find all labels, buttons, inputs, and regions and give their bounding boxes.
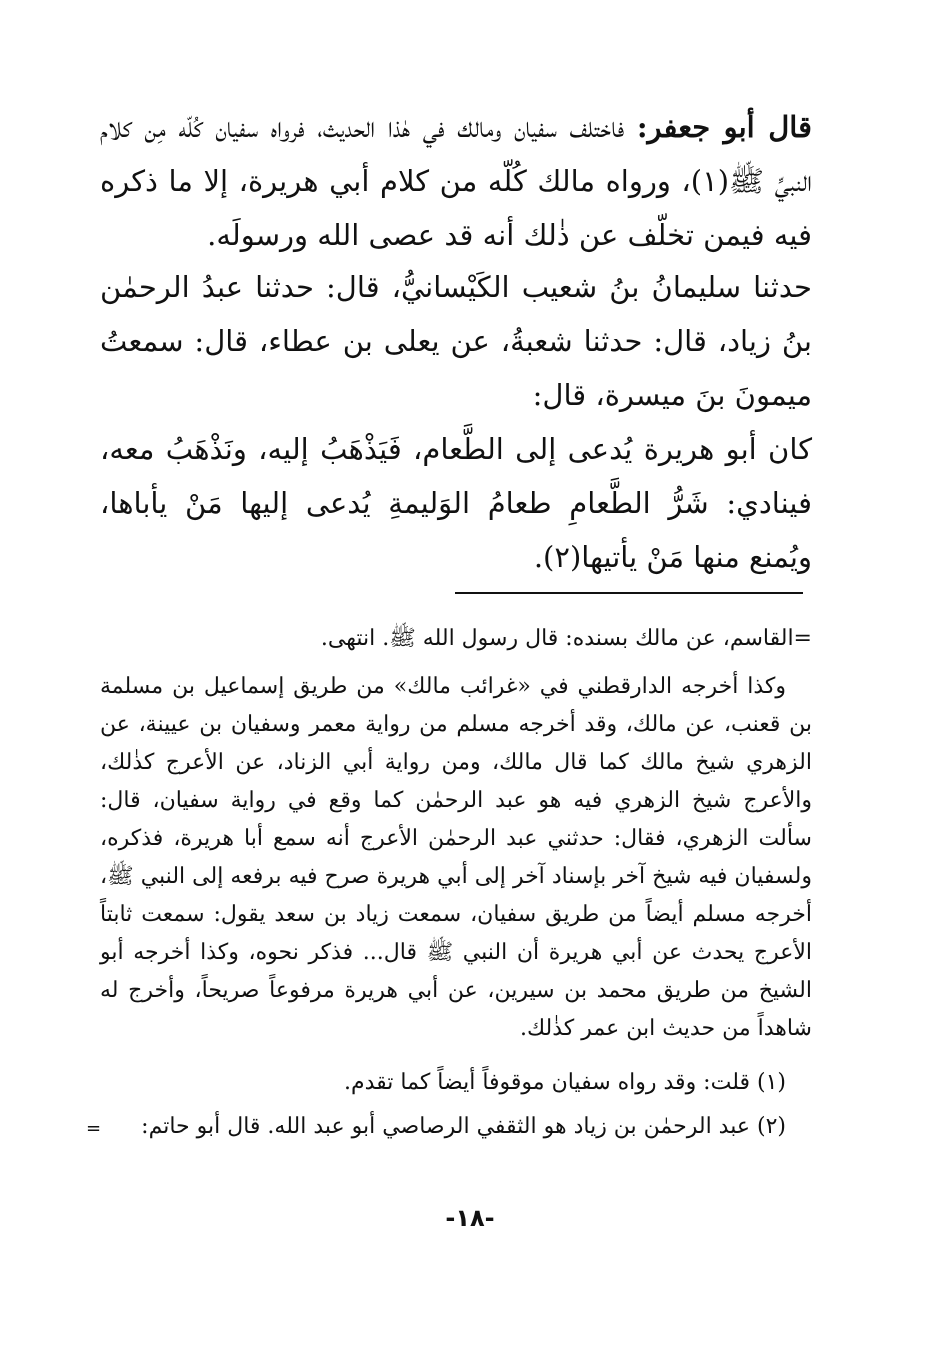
paragraph-1-text: فاختلف سفيان ومالك في هٰذا الحديث، فرواه سفيان كُلّه مِن كلام النبيِّ ﷺ(١)، ورواه مالك كُلّه من كلام أبي هريرة، إلا ما ذكره فيه فيمن تخلّف عن ذٰلك أنه قد عصى الله ورسولَه. [100,110,812,252]
footnote-1: (١) قلت: وقد رواه سفيان موقوفاً أيضاً كما تقدم. [344,1070,786,1095]
footnote-continue-mark: = [86,1118,102,1139]
main-paragraph-3: كان أبو هريرة يُدعى إلى الطَّعام، فَيَذْهَبُ إليه، ونَذْهَبُ معه، فينادي: شَرُّ الطَّعامِ طعامُ الوَليمةِ يُدعى إليها مَنْ يأباها، ويُمنع منها مَنْ يأتيها(٢). [100,432,812,574]
paragraph-lead-heading: قال أبو جعفر: [636,110,812,144]
footnote-body: وكذا أخرجه الدارقطني في «غرائب مالك» من طريق إسماعيل بن مسلمة بن قعنب، عن مالك، وقد أخرجه مسلم من رواية معمر وسفيان بن عيينة، عن الزهري شيخ مالك كما قال مالك، ومن رواية أبي الزناد، عن الأعرج كذٰلك، والأعرج شيخ الزهري فيه هو عبد الرحمٰن كما وقع في رواية سفيان، قال: سألت الزهري، فقال: حدثني عبد الرحمٰن الأعرج أنه سمع أبا هريرة، فذكره، ولسفيان فيه شيخ آخر بإسناد آخر إلى أبي هريرة صرح فيه برفعه إلى النبي ﷺ، أخرجه مسلم أيضاً من طريق سفيان، سمعت زياد بن سعد يقول: سمعت ثابتاً الأعرج يحدث عن أبي هريرة أن النبي ﷺ قال... فذكر نحوه، وكذا أخرجه أبو الشيخ من طريق محمد بن سيرين، عن أبي هريرة مرفوعاً صريحاً، وأخرج له شاهداً من حديث ابن عمر كذٰلك. [100,674,812,1041]
footnote-continuation: =القاسم، عن مالك بسنده: قال رسول الله ﷺ. انتهى. [320,626,812,651]
footnote-2: (٢) عبد الرحمٰن بن زياد هو الثقفي الرصاصي أبو عبد الله. قال أبو حاتم: [141,1114,786,1139]
page-number: -١٨- [445,1204,495,1232]
main-paragraph-2: حدثنا سليمانُ بنُ شعيب الكَيْسانيُّ، قال: حدثنا عبدُ الرحمٰن بنُ زياد، قال: حدثنا شعبةُ، عن يعلى بن عطاء، قال: سمعتُ ميمونَ بنَ ميسرة، قال: [100,270,812,412]
footnote-separator [455,592,803,594]
main-paragraph-1 [100,100,812,262]
